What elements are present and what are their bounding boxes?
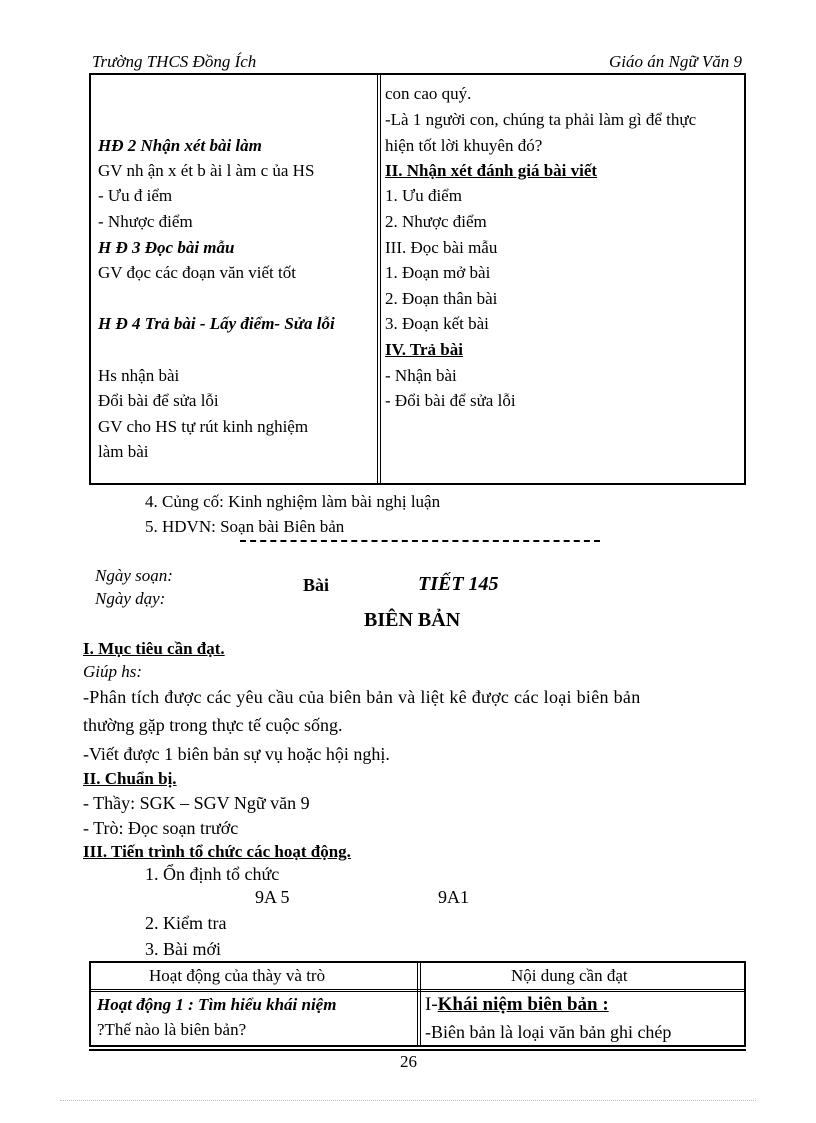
step-line: 3. Bài mới bbox=[145, 939, 222, 959]
activity-1-heading: Hoạt động 1 : Tìm hiểu khái niệm bbox=[97, 995, 337, 1014]
left-line: Đổi bài để sửa lỗi bbox=[98, 391, 219, 410]
ngay-soan-label: Ngày soạn: bbox=[95, 566, 173, 585]
right-line: -Là 1 người con, chúng ta phải làm gì để thực bbox=[385, 110, 697, 129]
activity-table-top bbox=[89, 73, 746, 485]
chuan-bi-heading: II. Chuẩn bị. bbox=[83, 769, 177, 788]
thay-line: - Thầy: SGK – SGV Ngữ văn 9 bbox=[83, 793, 310, 813]
tro-line: - Trò: Đọc soạn trước bbox=[83, 818, 239, 838]
step-line: 1. Ổn định tổ chức bbox=[145, 864, 280, 884]
subject-name: Giáo án Ngữ Văn 9 bbox=[609, 52, 742, 71]
tien-trinh-heading: III. Tiến trình tổ chức các hoạt động. bbox=[83, 842, 351, 861]
footer-rule bbox=[89, 1049, 746, 1051]
table-header-divider bbox=[91, 989, 744, 992]
hd2-heading: HĐ 2 Nhận xét bài làm bbox=[98, 136, 262, 155]
right-line: 1. Ưu điểm bbox=[385, 186, 462, 205]
left-line: - Nhược điểm bbox=[98, 212, 193, 231]
bai-label: Bài bbox=[303, 575, 330, 595]
lesson-number: TIẾT 145 bbox=[418, 573, 499, 595]
cung-co-line: 4. Củng cố: Kinh nghiệm làm bài nghị luận bbox=[145, 492, 441, 511]
table-column-divider bbox=[377, 75, 381, 483]
khai-niem-heading bbox=[425, 994, 609, 1016]
ngay-day-label: Ngày dạy: bbox=[95, 589, 166, 608]
left-line: làm bài bbox=[98, 442, 149, 461]
definition-line: -Biên bản là loại văn bản ghi chép bbox=[425, 1022, 672, 1042]
right-line: - Nhận bài bbox=[385, 366, 457, 385]
column-header-right: Nội dung cần đạt bbox=[511, 966, 628, 985]
giup-hs-label: Giúp hs: bbox=[83, 662, 143, 681]
lesson-title: BIÊN BẢN bbox=[364, 609, 461, 631]
right-line: con cao quý. bbox=[385, 84, 472, 103]
class-9a5: 9A 5 bbox=[255, 887, 290, 907]
step-line: 2. Kiểm tra bbox=[145, 913, 227, 933]
right-line: - Đổi bài để sửa lỗi bbox=[385, 391, 516, 410]
right-line: hiện tốt lời khuyên đó? bbox=[385, 136, 543, 155]
left-line: Hs nhận bài bbox=[98, 366, 180, 385]
class-9a1: 9A1 bbox=[438, 887, 469, 907]
hdvn-line: 5. HDVN: Soạn bài Biên bản bbox=[145, 517, 345, 536]
question-line: ?Thế nào là biên bản? bbox=[97, 1020, 247, 1039]
school-name: Trường THCS Đồng Ích bbox=[92, 52, 257, 71]
activity-table-bottom bbox=[89, 961, 746, 1047]
left-line: - Ưu đ iểm bbox=[98, 186, 173, 205]
section-ii-heading: II. Nhận xét đánh giá bài viết bbox=[385, 161, 598, 180]
right-line: 2. Đoạn thân bài bbox=[385, 289, 498, 308]
column-header-left: Hoạt động của thày và trò bbox=[149, 966, 326, 985]
left-line: GV nh ận x ét b ài l àm c ủa HS bbox=[98, 161, 315, 180]
table-column-divider bbox=[417, 963, 421, 1045]
section-separator bbox=[240, 540, 600, 542]
page-header bbox=[92, 52, 742, 75]
page-bottom-dotted-line bbox=[60, 1100, 756, 1101]
right-line: 3. Đoạn kết bài bbox=[385, 314, 489, 333]
section-iv-heading: IV. Trả bài bbox=[385, 340, 463, 359]
goal-line: -Phân tích được các yêu cầu của biên bản và liệt kê được các loại biên bản bbox=[83, 687, 641, 707]
left-line: GV cho HS tự rút kinh nghiệm bbox=[98, 417, 309, 436]
right-line: III. Đọc bài mẫu bbox=[385, 238, 498, 257]
right-line: 1. Đoạn mở bài bbox=[385, 263, 491, 282]
muc-tieu-heading: I. Mục tiêu cần đạt. bbox=[83, 639, 225, 658]
khai-niem-title: Khái niệm biên bản : bbox=[437, 994, 609, 1015]
right-line: 2. Nhược điểm bbox=[385, 212, 487, 231]
goal-line: -Viết được 1 biên bản sự vụ hoặc hội nghị. bbox=[83, 744, 390, 764]
hd3-heading: H Đ 3 Đọc bài mẫu bbox=[98, 238, 235, 257]
goal-line: thường gặp trong thực tế cuộc sống. bbox=[83, 715, 343, 735]
left-line: GV đọc các đoạn văn viết tốt bbox=[98, 263, 296, 282]
page-number: 26 bbox=[400, 1052, 417, 1071]
khai-niem-prefix: I- bbox=[425, 994, 438, 1015]
hd4-heading: H Đ 4 Trả bài - Lấy điểm- Sửa lỗi bbox=[98, 314, 335, 333]
